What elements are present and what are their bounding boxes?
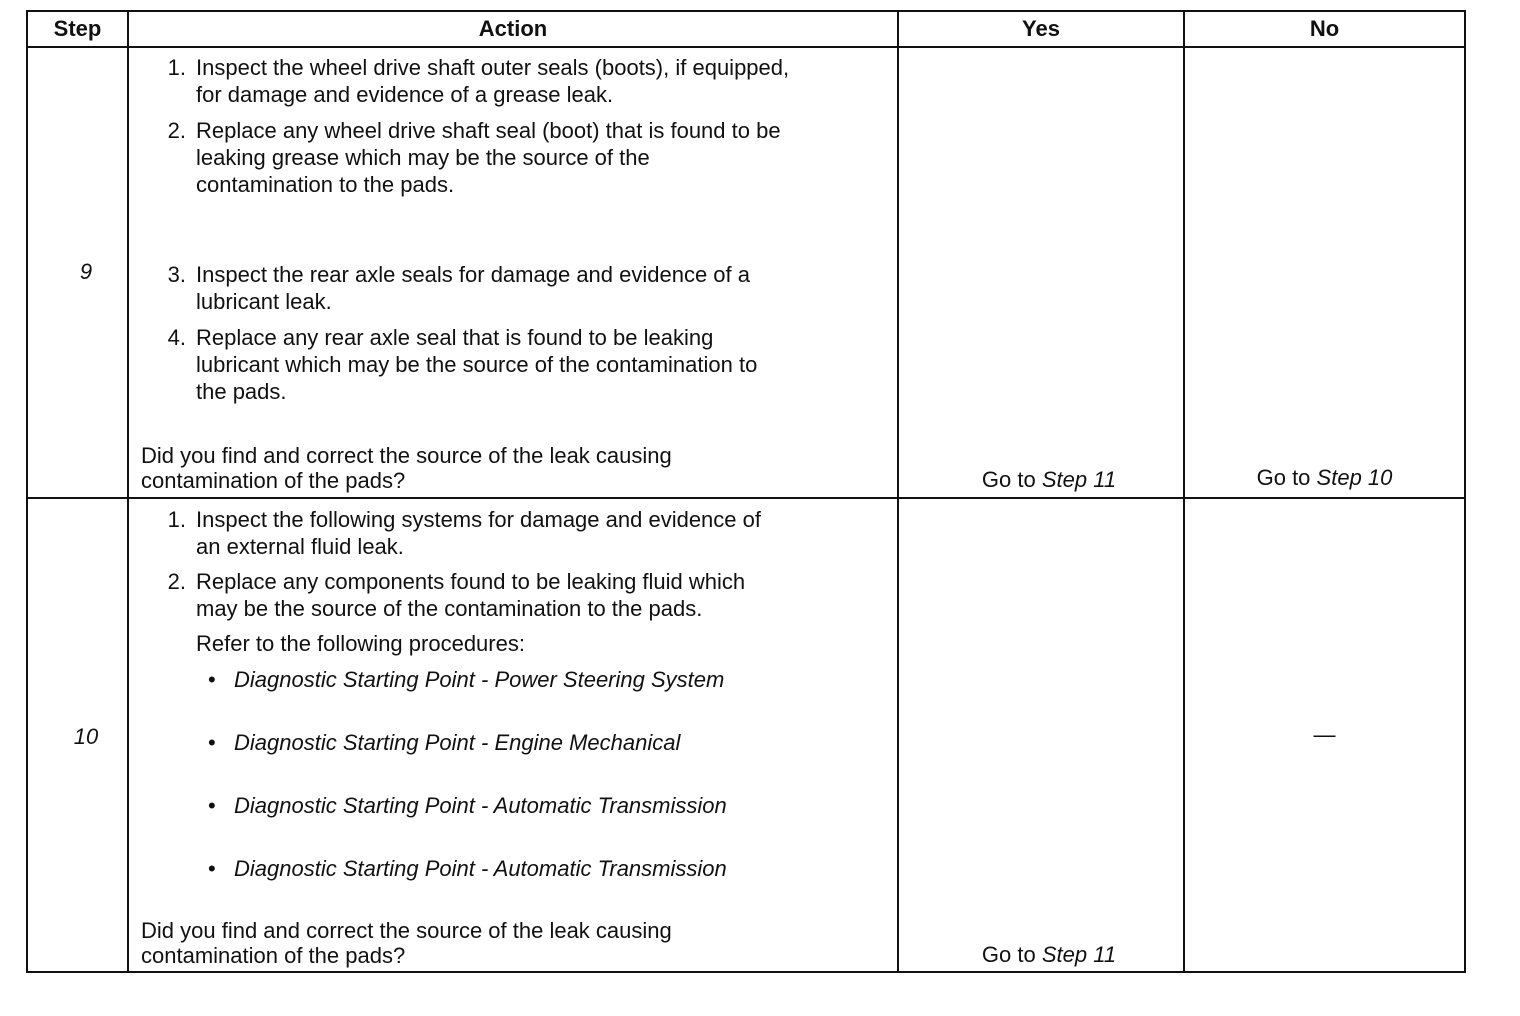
bullet-dot: • bbox=[208, 667, 216, 692]
row-divider bbox=[26, 497, 1466, 499]
procedure-link: Diagnostic Starting Point - Power Steering System bbox=[234, 667, 725, 692]
item-line: contamination to the pads. bbox=[196, 172, 455, 197]
question-line: contamination of the pads? bbox=[141, 468, 406, 493]
item-line: Replace any components found to be leaking fluid which bbox=[196, 569, 746, 594]
header-action: Action bbox=[478, 16, 548, 41]
refer-text: Refer to the following procedures: bbox=[196, 631, 525, 656]
item-number: 3. bbox=[167, 262, 186, 287]
item-line: leaking grease which may be the source of the bbox=[196, 145, 650, 170]
item-line: Inspect the wheel drive shaft outer seals (boots), if equipped, bbox=[196, 55, 790, 80]
item-line: Replace any rear axle seal that is found to be leaking bbox=[196, 325, 714, 350]
item-line: the pads. bbox=[196, 379, 287, 404]
item-line: Inspect the rear axle seals for damage and evidence of a bbox=[196, 262, 751, 287]
header-step: Step bbox=[53, 16, 102, 41]
goto-prefix: Go to bbox=[981, 942, 1036, 967]
item-line: for damage and evidence of a grease leak. bbox=[196, 82, 614, 107]
item-line: Inspect the following systems for damage and evidence of bbox=[196, 507, 761, 532]
yes-result bbox=[899, 942, 1199, 968]
goto-prefix: Go to bbox=[981, 467, 1036, 492]
question-line: Did you find and correct the source of the leak causing bbox=[141, 443, 672, 468]
question-line: contamination of the pads? bbox=[141, 943, 406, 968]
yes-result bbox=[899, 467, 1199, 493]
item-number: 2. bbox=[167, 118, 186, 143]
goto-prefix: Go to bbox=[1256, 465, 1311, 490]
goto-step-link: Step 11 bbox=[1041, 467, 1117, 492]
no-result-dash: — bbox=[1313, 722, 1336, 747]
procedure-link: Diagnostic Starting Point - Engine Mechanical bbox=[234, 730, 681, 755]
item-number: 1. bbox=[167, 55, 186, 80]
item-line: may be the source of the contamination to the pads. bbox=[196, 596, 703, 621]
procedure-link: Diagnostic Starting Point - Automatic Transmission bbox=[234, 856, 727, 881]
bullet-dot: • bbox=[208, 856, 216, 881]
item-number: 1. bbox=[167, 507, 186, 532]
item-number: 4. bbox=[167, 325, 186, 350]
bullet-dot: • bbox=[208, 730, 216, 755]
step-number: 9 bbox=[79, 259, 93, 284]
table-border-left bbox=[26, 10, 28, 973]
item-line: Replace any wheel drive shaft seal (boot) that is found to be bbox=[196, 118, 781, 143]
procedure-link: Diagnostic Starting Point - Automatic Transmission bbox=[234, 793, 727, 818]
question-text bbox=[141, 918, 891, 968]
header-no: No bbox=[1309, 16, 1340, 41]
header-divider bbox=[26, 46, 1466, 48]
item-line: an external fluid leak. bbox=[196, 534, 404, 559]
table-border-bottom bbox=[26, 971, 1466, 973]
question-text bbox=[141, 443, 891, 493]
question-line: Did you find and correct the source of the leak causing bbox=[141, 918, 672, 943]
goto-step-link: Step 10 bbox=[1316, 465, 1393, 490]
bullet-dot: • bbox=[208, 793, 216, 818]
header-yes: Yes bbox=[1022, 16, 1060, 41]
table-border-right bbox=[1464, 10, 1466, 973]
item-line: lubricant leak. bbox=[196, 289, 332, 314]
item-number: 2. bbox=[167, 569, 186, 594]
column-divider-step-action bbox=[127, 10, 129, 973]
no-result bbox=[1185, 465, 1464, 491]
step-number: 10 bbox=[73, 724, 99, 749]
goto-step-link: Step 11 bbox=[1041, 942, 1117, 967]
item-line: lubricant which may be the source of the contamination to bbox=[196, 352, 758, 377]
